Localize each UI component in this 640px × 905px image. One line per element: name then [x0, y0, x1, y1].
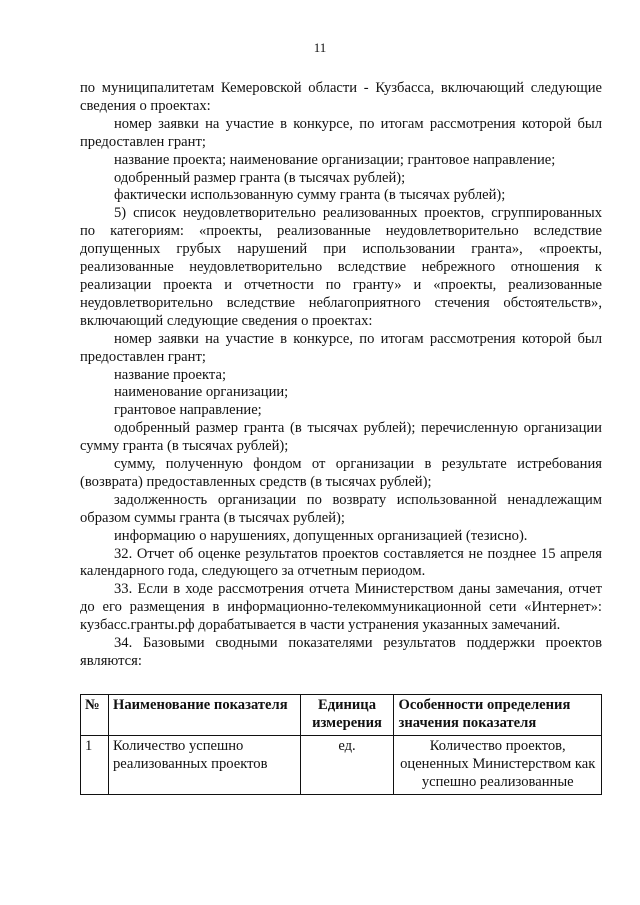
paragraph: по муниципалитетам Кемеровской области - Кузбасса, включающий следующие сведения о проектах:	[80, 80, 602, 114]
paragraph: наименование организации;	[114, 384, 289, 401]
page-number: 11	[313, 40, 327, 55]
paragraph: номер заявки на участие в конкурсе, по итогам рассмотрения которой был предоставлен грант;	[80, 115, 602, 150]
paragraph: грантовое направление;	[114, 402, 262, 419]
paragraph: информацию о нарушениях, допущенных организацией (тезисно).	[114, 527, 528, 544]
paragraph: название проекта;	[114, 366, 227, 383]
paragraph: 32. Отчет об оценке результатов проектов составляется не позднее 15 апреля календарного года, следующего за отчетным периодом.	[80, 545, 602, 580]
paragraph: сумму, полученную фондом от организации в результате истребования (возврата) предоставленных средств (в тысячах рублей);	[80, 456, 602, 490]
paragraph: одобренный размер гранта (в тысячах рублей); перечисленную организации сумму гранта (в тысячах рублей);	[80, 420, 602, 455]
document-body	[80, 80, 602, 671]
paragraph: 5) список неудовлетворительно реализованных проектов, сгруппированных по категориям: «проекты, реализованные неудовлетворительно вследствие допущенных грубых нарушений при использовании гранта», «проекты, реализованные неудовлетворительно вследствие небрежного отношения к реализации проекта и отчетности по гранту» и «проекты, реализованные неудовлетворительно вследствие неблагоприятного стечения обстоятельств», включающий следующие сведения о проектах:	[80, 205, 602, 329]
paragraph: фактически использованную сумму гранта (в тысячах рублей);	[114, 187, 506, 204]
paragraph: 34. Базовыми сводными показателями результатов поддержки проектов являются:	[80, 635, 602, 669]
paragraph: задолженность организации по возврату использованной ненадлежащим образом суммы гранта (в тысячах рублей);	[80, 491, 602, 526]
table-cell-unit: ед.	[300, 735, 394, 794]
column-header-determination: Особенности определения значения показателя	[394, 695, 602, 736]
column-header-unit: Единица измерения	[300, 695, 394, 736]
paragraph: 33. Если в ходе рассмотрения отчета Министерством даны замечания, отчет до его размещения в информационно-телекоммуникационной сети «Интернет»: кузбасс.гранты.рф дорабатывается в части устранения указанных замечаний.	[80, 581, 602, 634]
column-header-indicator-name: Наименование показателя	[108, 695, 300, 736]
table-cell-number: 1	[81, 735, 109, 794]
table-cell-determination: Количество проектов, оцененных Министерством как успешно реализованные	[394, 735, 602, 794]
table-row	[81, 735, 602, 794]
table-cell-indicator-name: Количество успешно реализованных проектов	[108, 735, 300, 794]
paragraph: номер заявки на участие в конкурсе, по итогам рассмотрения которой был предоставлен грант;	[80, 330, 602, 365]
indicators-table	[80, 694, 602, 795]
paragraph: название проекта; наименование организации; грантовое направление;	[114, 151, 556, 168]
paragraph: одобренный размер гранта (в тысячах рублей);	[114, 169, 406, 186]
column-header-number: №	[81, 695, 109, 736]
table-header-row	[81, 695, 602, 736]
